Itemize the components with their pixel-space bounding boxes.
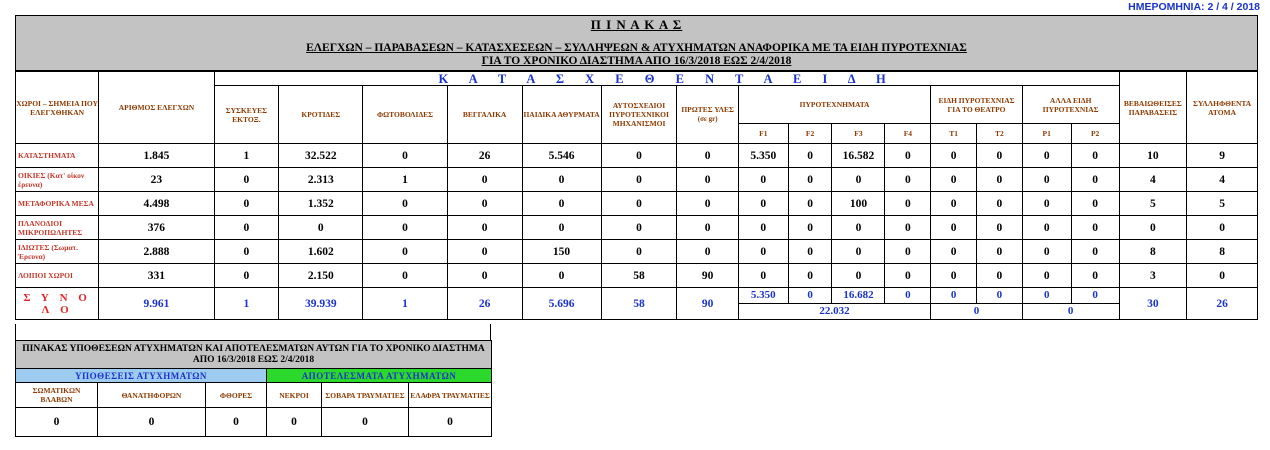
accident-col-damages: ΦΘΟΡΕΣ: [206, 383, 267, 408]
total-toy-guns: 5.696: [522, 288, 601, 320]
row-label: ΠΛΑΝΟΔΙΟΙ ΜΙΚΡΟΠΩΛΗΤΕΣ: [16, 216, 99, 240]
table-cell: 0: [601, 144, 677, 168]
accidents-table: [15, 340, 492, 437]
table-cell: 0: [931, 216, 977, 240]
total-devices: 1: [214, 288, 278, 320]
table-cell: 8: [1119, 240, 1187, 264]
total-violations: 30: [1119, 288, 1187, 320]
table-cell: 331: [99, 264, 214, 288]
table-cell: 4: [1119, 168, 1187, 192]
table-cell: 0: [788, 144, 832, 168]
table-cell: 0: [447, 240, 522, 264]
table-cell: 0: [363, 144, 447, 168]
table-cell: 10: [1119, 144, 1187, 168]
table-cell: 1.845: [99, 144, 214, 168]
raw-materials-label: ΠΡΩΤΕΣ ΥΛΕΣ: [681, 105, 734, 114]
table-cell: 0: [447, 264, 522, 288]
table-cell: 0: [522, 192, 601, 216]
table-cell: 0: [522, 168, 601, 192]
row-label: ΟΙΚΙΕΣ (Κατ' οίκον έρευνα): [16, 168, 99, 192]
total-t2: 0: [977, 288, 1023, 304]
table-cell: 0: [601, 192, 677, 216]
table-cell: 0: [1022, 264, 1071, 288]
table-cell: 0: [788, 240, 832, 264]
row-label: ΛΟΙΠΟΙ ΧΩΡΟΙ: [16, 264, 99, 288]
accident-col-injuries: ΣΩΜΑΤΙΚΩΝ ΒΛΑΒΩΝ: [16, 383, 98, 408]
raw-materials-unit: (σε gr): [697, 115, 718, 123]
table-cell: 0: [677, 240, 738, 264]
table-cell: 0: [214, 192, 278, 216]
confiscated-items-header: Κ Α Τ Α Σ Χ Ε Θ Ε Ν Τ Α Ε Ι Δ Η: [214, 72, 1119, 86]
table-cell: 0: [363, 240, 447, 264]
table-cell: 2.313: [279, 168, 363, 192]
table-cell: 0: [788, 264, 832, 288]
table-cell: 0: [788, 192, 832, 216]
table-cell: 0: [1071, 216, 1119, 240]
table-cell: 3: [1119, 264, 1187, 288]
accident-value-dead: 0: [267, 408, 322, 437]
accident-value-light: 0: [409, 408, 492, 437]
total-arrested: 26: [1187, 288, 1258, 320]
table-cell: 0: [977, 216, 1023, 240]
total-flares: 1: [363, 288, 447, 320]
col-header-checks: ΑΡΙΘΜΟΣ ΕΛΕΓΧΩΝ: [99, 72, 214, 144]
table-cell: 0: [931, 144, 977, 168]
row-label: ΜΕΤΑΦΟΡΙΚΑ ΜΕΣΑ: [16, 192, 99, 216]
table-cell: 0: [363, 192, 447, 216]
header-period: ΓΙΑ ΤΟ ΧΡΟΝΙΚΟ ΔΙΑΣΤΗΜΑ ΑΠΟ 16/3/2018 ΕΩΣ 2/4/2018: [481, 55, 792, 67]
total-other-sum: 0: [1022, 304, 1119, 320]
table-cell: 90: [677, 264, 738, 288]
table-cell: 0: [931, 192, 977, 216]
table-cell: 0: [931, 168, 977, 192]
table-cell: 0: [832, 240, 885, 264]
col-header-firecrackers: ΚΡΟΤΙΔΕΣ: [279, 86, 363, 144]
table-cell: 0: [885, 216, 931, 240]
table-cell: 0: [601, 168, 677, 192]
table-cell: 0: [601, 240, 677, 264]
table-cell: 0: [1187, 264, 1258, 288]
table-cell: 0: [1022, 192, 1071, 216]
table-cell: 0: [1071, 144, 1119, 168]
sub-header-t2: T2: [977, 124, 1023, 144]
col-header-bengals: ΒΕΓΓΑΛΙΚΑ: [447, 86, 522, 144]
table-cell: 0: [832, 168, 885, 192]
accident-value-injuries: 0: [16, 408, 98, 437]
table-cell: 0: [885, 144, 931, 168]
table-cell: 0: [677, 168, 738, 192]
accident-col-light: ΕΛΑΦΡΑ ΤΡΑΥΜΑΤΙΕΣ: [409, 383, 492, 408]
table-cell: 1.602: [279, 240, 363, 264]
table-cell: 0: [885, 240, 931, 264]
table-cell: 0: [1071, 192, 1119, 216]
table-cell: 0: [738, 192, 788, 216]
table-cell: 4: [1187, 168, 1258, 192]
table-cell: 0: [1022, 168, 1071, 192]
table-cell: 23: [99, 168, 214, 192]
total-f3: 16.682: [832, 288, 885, 304]
table-cell: 376: [99, 216, 214, 240]
table-cell: 0: [885, 168, 931, 192]
table-cell: 0: [738, 264, 788, 288]
table-cell: 4.498: [99, 192, 214, 216]
table-cell: 0: [279, 216, 363, 240]
total-checks: 9.961: [99, 288, 214, 320]
table-cell: 0: [832, 264, 885, 288]
accidents-title: ΠΙΝΑΚΑΣ ΥΠΟΘΕΣΕΩΝ ΑΤΥΧΗΜΑΤΩΝ ΚΑΙ ΑΠΟΤΕΛΕΣΜΑΤΩΝ ΑΥΤΩΝ ΓΙΑ ΤΟ ΧΡΟΝΙΚΟ ΔΙΑΣΤΗΜΑ ΑΠΟ 16/3/2018 ΕΩΣ 2/4/2018: [16, 341, 492, 369]
sub-header-f2: F2: [788, 124, 832, 144]
table-row: [16, 264, 1258, 288]
accident-value-damages: 0: [206, 408, 267, 437]
table-cell: 0: [788, 168, 832, 192]
table-cell: 0: [1022, 240, 1071, 264]
table-cell: 16.582: [832, 144, 885, 168]
table-cell: 0: [1119, 216, 1187, 240]
col-header-pyrotechnics: ΠΥΡΟΤΕΧΝΗΜΑΤΑ: [738, 86, 930, 124]
table-cell: 0: [1071, 264, 1119, 288]
table-cell: 0: [677, 192, 738, 216]
table-cell: 0: [214, 216, 278, 240]
table-cell: 0: [977, 264, 1023, 288]
accident-col-dead: ΝΕΚΡΟΙ: [267, 383, 322, 408]
accident-col-serious: ΣΟΒΑΡΑ ΤΡΑΥΜΑΤΙΕΣ: [322, 383, 409, 408]
sub-header-p2: P2: [1071, 124, 1119, 144]
header-subtitle: ΕΛΕΓΧΩΝ – ΠΑΡΑΒΑΣΕΩΝ – ΚΑΤΑΣΧΕΣΕΩΝ – ΣΥΛΛΗΨΕΩΝ & ΑΤΥΧΗΜΑΤΩΝ ΑΝΑΦΟΡΙΚΑ ΜΕ ΤΑ ΕΙΔΗ ΠΥΡΟΤΕΧΝΙΑΣ: [306, 42, 967, 54]
table-cell: 0: [832, 216, 885, 240]
col-header-violations: ΒΕΒΑΙΩΘΕΙΣΕΣ ΠΑΡΑΒΑΣΕΙΣ: [1119, 72, 1187, 144]
table-cell: 0: [447, 192, 522, 216]
table-row: [16, 216, 1258, 240]
table-cell: 0: [522, 264, 601, 288]
table-cell: 0: [931, 264, 977, 288]
total-pyrotechnics-sum: 22.032: [738, 304, 930, 320]
col-header-improvised: ΑΥΤΟΣΧΕΔΙΟΙ ΠΥΡΟΤΕΧΝΙΚΟΙ ΜΗΧΑΝΙΣΜΟΙ: [601, 86, 677, 144]
total-theatre-sum: 0: [931, 304, 1023, 320]
report-date: ΗΜΕΡΟΜΗΝΙΑ: 2 / 4 / 2018: [1128, 1, 1260, 13]
accident-value-serious: 0: [322, 408, 409, 437]
total-improvised: 58: [601, 288, 677, 320]
table-cell: 0: [885, 192, 931, 216]
col-header-places: ΧΩΡΟΙ – ΣΗΜΕΙΑ ΠΟΥ ΕΛΕΓΧΘΗΚΑΝ: [16, 72, 99, 144]
table-cell: 0: [447, 168, 522, 192]
col-header-toy-guns: ΠΑΙΔΙΚΑ ΑΘΥΡΜΑΤΑ: [522, 86, 601, 144]
col-header-arrested: ΣΥΛΛΗΦΘΕΝΤΑ ΑΤΟΜΑ: [1187, 72, 1258, 144]
table-cell: 5.546: [522, 144, 601, 168]
table-cell: 0: [363, 264, 447, 288]
total-f1: 5.350: [738, 288, 788, 304]
total-p2: 0: [1071, 288, 1119, 304]
col-header-flares: ΦΩΤΟΒΟΛΙΔΕΣ: [363, 86, 447, 144]
table-cell: 0: [447, 216, 522, 240]
table-cell: 2.150: [279, 264, 363, 288]
table-row: [16, 168, 1258, 192]
table-cell: 0: [977, 240, 1023, 264]
main-table: [15, 71, 1258, 320]
table-cell: 0: [931, 240, 977, 264]
total-label: Σ Υ Ν Ο Λ Ο: [16, 288, 99, 320]
sub-header-f1: F1: [738, 124, 788, 144]
table-cell: 1: [363, 168, 447, 192]
table-cell: 0: [601, 216, 677, 240]
sub-header-f4: F4: [885, 124, 931, 144]
table-cell: 5: [1187, 192, 1258, 216]
table-row: [16, 240, 1258, 264]
table-cell: 0: [1022, 216, 1071, 240]
table-cell: 100: [832, 192, 885, 216]
table-cell: 32.522: [279, 144, 363, 168]
table-cell: 0: [1022, 144, 1071, 168]
row-label: ΚΑΤΑΣΤΗΜΑΤΑ: [16, 144, 99, 168]
table-cell: 0: [214, 168, 278, 192]
total-raw-materials: 90: [677, 288, 738, 320]
table-cell: 0: [885, 264, 931, 288]
table-cell: 58: [601, 264, 677, 288]
table-row: [16, 144, 1258, 168]
table-cell: 0: [1187, 216, 1258, 240]
table-cell: 1: [214, 144, 278, 168]
table-cell: 5.350: [738, 144, 788, 168]
sub-header-f3: F3: [832, 124, 885, 144]
row-label: ΙΔΙΩΤΕΣ (Σωματ. Έρευνα): [16, 240, 99, 264]
table-cell: 0: [1071, 168, 1119, 192]
total-f2: 0: [788, 288, 832, 304]
table-cell: 0: [977, 144, 1023, 168]
table-cell: 0: [363, 216, 447, 240]
col-header-theatre: ΕΙΔΗ ΠΥΡΟΤΕΧΝΙΑΣ ΓΙΑ ΤΟ ΘΕΑΤΡΟ: [931, 86, 1023, 124]
total-p1: 0: [1022, 288, 1071, 304]
col-header-devices: ΣΥΣΚΕΥΕΣ ΕΚΤΟΞ.: [214, 86, 278, 144]
table-cell: 9: [1187, 144, 1258, 168]
table-cell: 5: [1119, 192, 1187, 216]
table-cell: 0: [214, 264, 278, 288]
total-row: [16, 288, 1258, 304]
table-row: [16, 192, 1258, 216]
sub-header-t1: T1: [931, 124, 977, 144]
table-cell: 26: [447, 144, 522, 168]
table-cell: 0: [788, 216, 832, 240]
header-title: Π Ι Ν Α Κ Α Σ: [590, 17, 683, 32]
total-f4: 0: [885, 288, 931, 304]
table-cell: 0: [738, 168, 788, 192]
total-bengals: 26: [447, 288, 522, 320]
table-cell: 0: [1071, 240, 1119, 264]
total-firecrackers: 39.939: [279, 288, 363, 320]
accident-results-header: ΑΠΟΤΕΛΕΣΜΑΤΑ ΑΤΥΧΗΜΑΤΩΝ: [267, 369, 492, 383]
col-header-other: ΑΛΛΑ ΕΙΔΗ ΠΥΡΟΤΕΧΝΙΑΣ: [1022, 86, 1119, 124]
table-cell: 8: [1187, 240, 1258, 264]
table-cell: 2.888: [99, 240, 214, 264]
accident-value-fatal: 0: [98, 408, 206, 437]
table-cell: 0: [677, 144, 738, 168]
table-cell: 0: [677, 216, 738, 240]
table-cell: 1.352: [279, 192, 363, 216]
table-cell: 0: [977, 168, 1023, 192]
table-cell: 0: [738, 216, 788, 240]
table-cell: 0: [977, 192, 1023, 216]
table-cell: 0: [522, 216, 601, 240]
col-header-raw-materials: [677, 86, 738, 144]
total-t1: 0: [931, 288, 977, 304]
accident-cases-header: ΥΠΟΘΕΣΕΙΣ ΑΤΥΧΗΜΑΤΩΝ: [16, 369, 267, 383]
table-cell: 150: [522, 240, 601, 264]
table-cell: 0: [214, 240, 278, 264]
report-header: [15, 15, 1258, 71]
table-spacer: [15, 324, 491, 340]
sub-header-p1: P1: [1022, 124, 1071, 144]
table-cell: 0: [738, 240, 788, 264]
accident-col-fatal: ΘΑΝΑΤΗΦΟΡΩΝ: [98, 383, 206, 408]
